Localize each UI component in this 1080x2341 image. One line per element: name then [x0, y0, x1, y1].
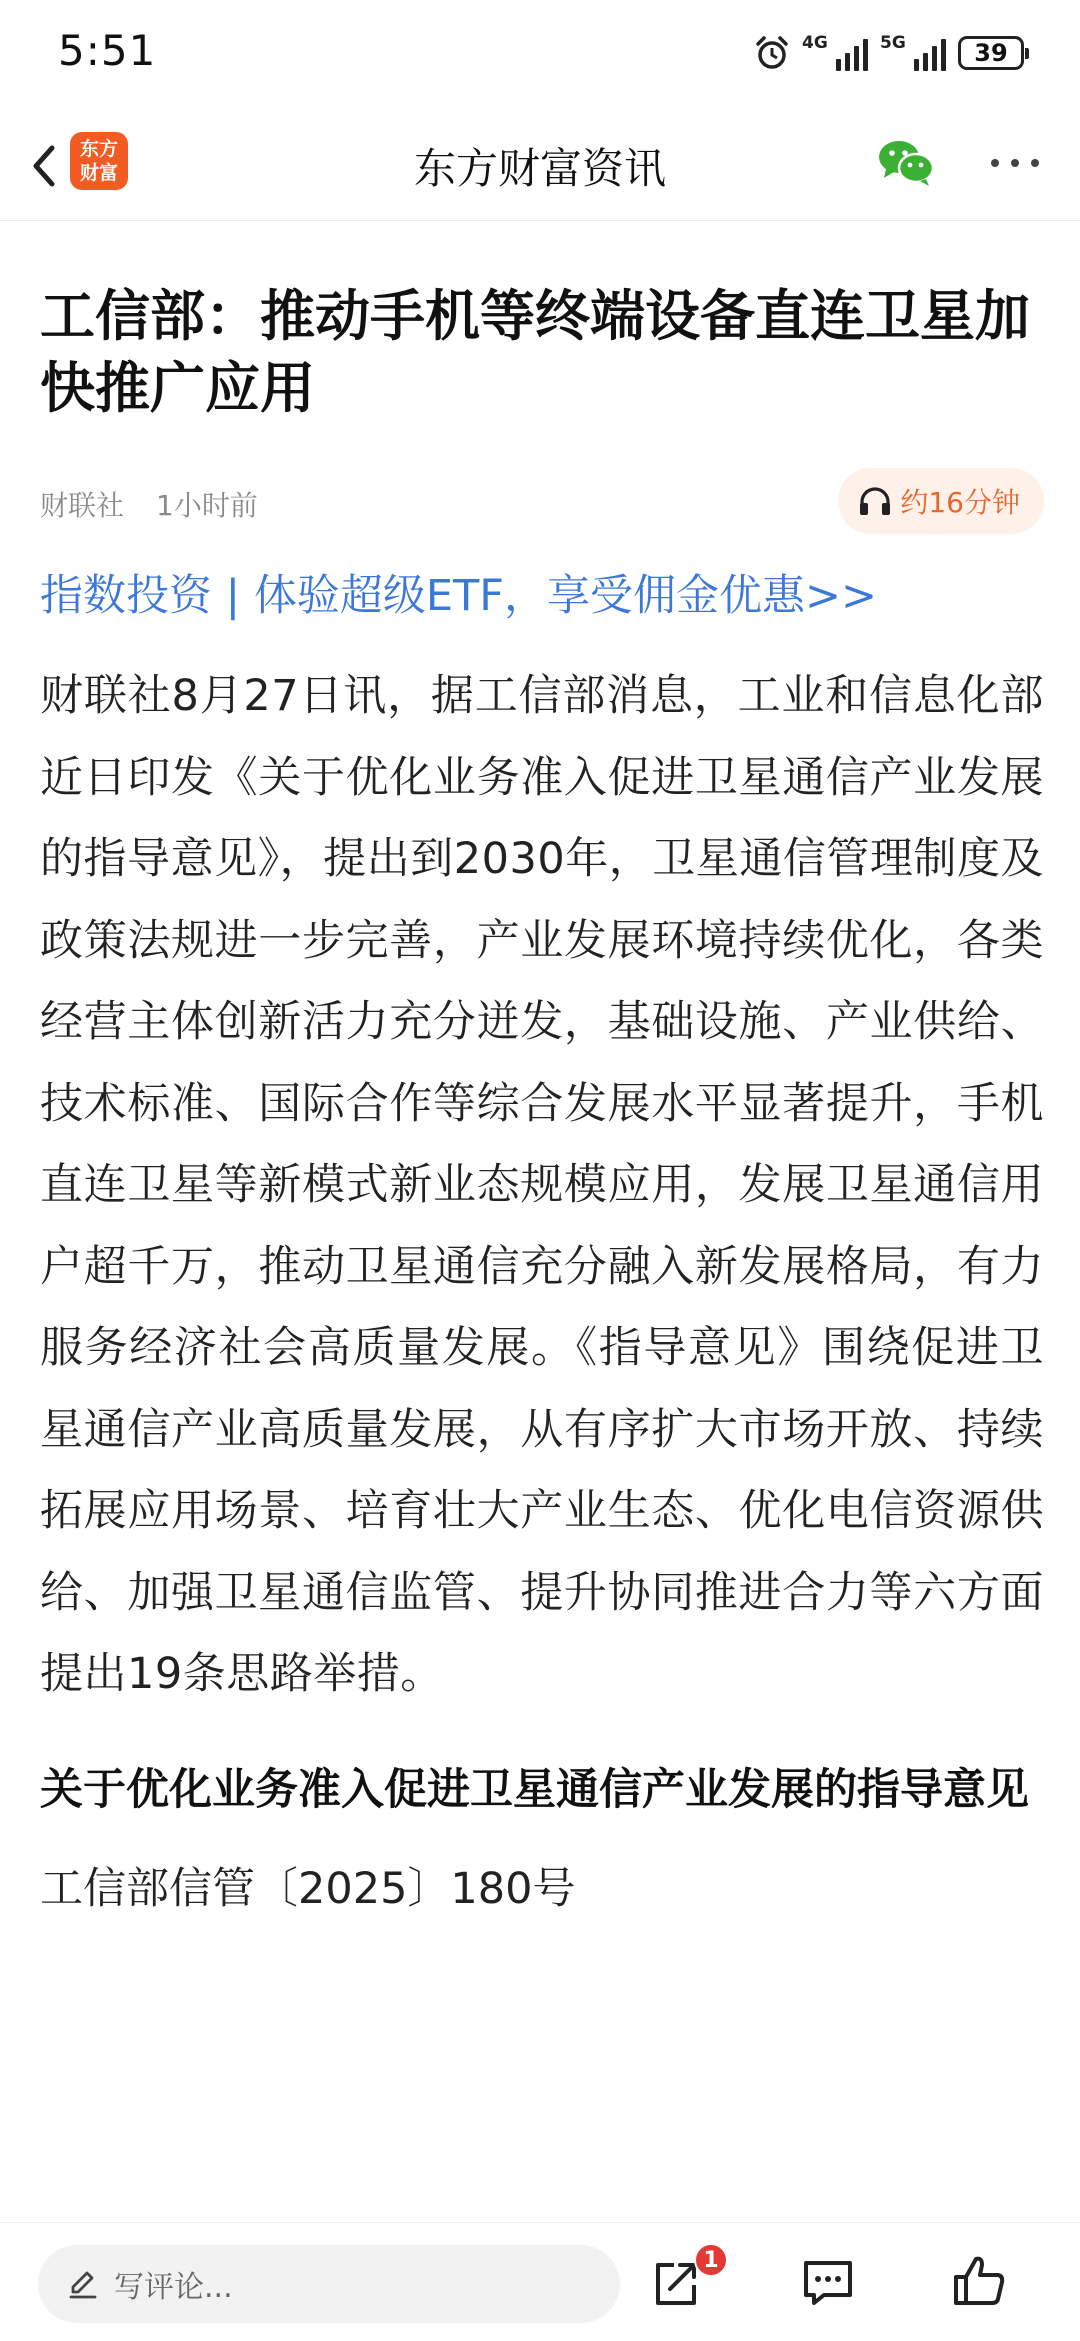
signal-4g: [802, 35, 868, 71]
status-time: 5:51: [58, 26, 157, 75]
comment-icon: [800, 2257, 856, 2309]
comment-input[interactable]: [38, 2245, 620, 2323]
page-title: 东方财富资讯: [413, 144, 666, 193]
article-headline: 工信部：推动手机等终端设备直连卫星加快推广应用: [40, 284, 1031, 420]
status-bar: [0, 0, 1080, 110]
like-button[interactable]: [952, 2253, 1006, 2309]
battery-indicator: [958, 36, 1024, 70]
listen-duration: 约16分钟: [900, 486, 1020, 519]
alarm-icon: [754, 35, 790, 71]
article: [40, 220, 1044, 1919]
more-icon: [985, 136, 1045, 190]
headphones-icon: [858, 486, 892, 516]
signal-5g: [880, 35, 946, 71]
section-title: 关于优化业务准入促进卫星通信产业发展的指导意见: [40, 1764, 1029, 1815]
wechat-share-button[interactable]: [876, 136, 936, 190]
network-5g-label: 5G: [880, 33, 906, 53]
thumbs-up-icon: [952, 2253, 1006, 2309]
comment-placeholder: 写评论...: [114, 2270, 233, 2305]
article-meta: [40, 468, 1044, 534]
wechat-icon: [876, 136, 936, 190]
logo-text-line1: 东方: [79, 138, 118, 160]
article-source[interactable]: 财联社: [40, 489, 125, 522]
promo-link[interactable]: 指数投资 | 体验超级ETF，享受佣金优惠>>: [40, 571, 878, 621]
more-options-button[interactable]: [985, 136, 1045, 190]
network-4g-label: 4G: [802, 33, 828, 53]
logo-text-line2: 财富: [79, 162, 118, 184]
bottom-action-bar: [0, 2222, 1080, 2341]
article-time: 1小时前: [156, 489, 258, 522]
battery-level: 39: [974, 39, 1008, 67]
document-number: 工信部信管〔2025〕180号: [40, 1863, 576, 1914]
nav-bar: [0, 110, 1080, 221]
share-count-badge: 1: [694, 2243, 728, 2277]
pencil-icon: [66, 2267, 100, 2301]
comments-button[interactable]: [800, 2257, 856, 2309]
listen-button[interactable]: [838, 468, 1044, 534]
status-icons: [754, 30, 1024, 76]
article-body: 财联社8月27日讯，据工信部消息，工业和信息化部近日印发《关于优化业务准入促进卫星通信产业发展的指导意见》，提出到2030年，卫星通信管理制度及政策法规进一步完善，产业发展环境持续优化，各类经营主体创新活力充分迸发，基础设施、产业供给、技术标准、国际合作等综合发展水平显著提升，手机直连卫星等新模式新业态规模应用，发展卫星通信用户超千万，推动卫星通信充分融入新发展格局，有力服务经济社会高质量发展。《指导意见》围绕促进卫星通信产业高质量发展，从有序扩大市场开放、持续拓展应用场景、培育壮大产业生态、优化电信资源供给、加强卫星通信监管、提升协同推进合力等六方面提出19条思路举措。: [40, 671, 1044, 1699]
